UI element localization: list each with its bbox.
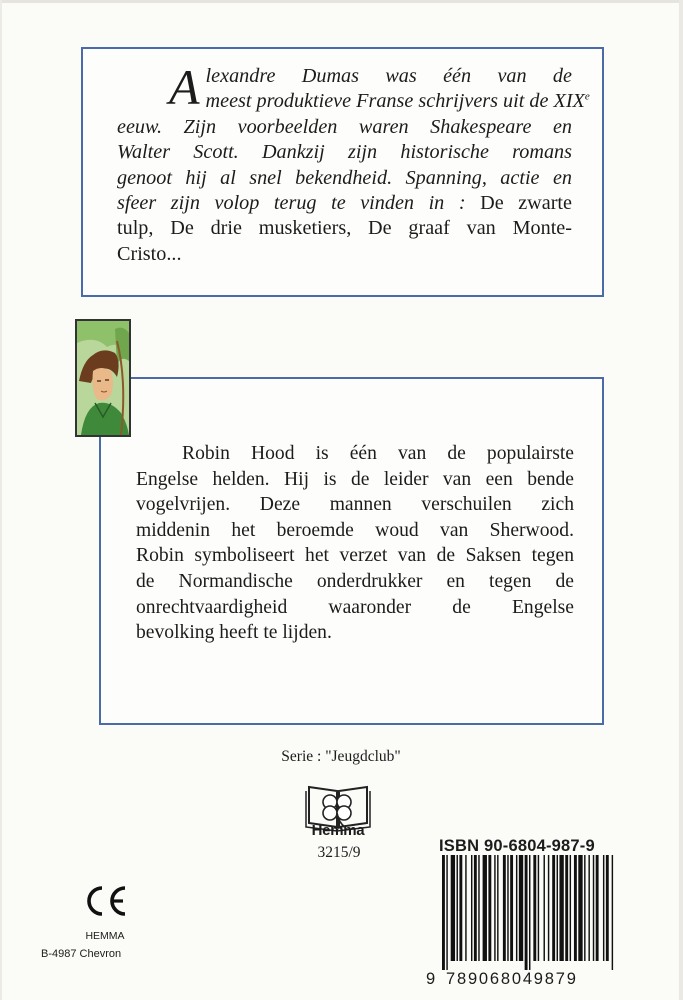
barcode-bar bbox=[588, 855, 589, 961]
author-line-5: genoot hij al snel bekendheid. Spanning, actie en bbox=[117, 166, 572, 189]
story-blurb-text bbox=[136, 441, 574, 646]
barcode-bar bbox=[459, 855, 462, 961]
story-line-4: middenin het beroemde woud van Sherwood. bbox=[136, 519, 574, 541]
publisher-logo-text: Hemma bbox=[311, 822, 365, 839]
author-line-2-text: meest produktieve Franse schrijvers uit de XIX bbox=[205, 90, 585, 113]
barcode-bar bbox=[603, 855, 604, 961]
portrait-illustration bbox=[77, 321, 129, 435]
page-edge-left bbox=[0, 0, 2, 1000]
barcode-bar bbox=[557, 855, 558, 961]
barcode-bar bbox=[552, 855, 555, 961]
barcode-number: 789068049879 bbox=[446, 970, 578, 988]
barcode-bar bbox=[507, 855, 508, 961]
catalog-code: 3215/9 bbox=[317, 844, 361, 861]
barcode-bar bbox=[494, 855, 495, 961]
ce-reference: B-4987 Chevron bbox=[41, 948, 122, 960]
barcode-bar bbox=[548, 855, 549, 961]
author-dropcap: A bbox=[169, 59, 200, 115]
barcode-bar bbox=[565, 855, 568, 961]
story-line-2: Engelse helden. Hij is de leider van een bende bbox=[136, 468, 574, 490]
barcode-bar bbox=[483, 855, 487, 961]
author-line-6 bbox=[117, 191, 572, 216]
author-line-6-tail: De zwarte bbox=[480, 192, 572, 215]
series-label: Serie : "Jeugdclub" bbox=[281, 748, 401, 765]
story-line-6: de Normandische onderdrukker en tegen de bbox=[136, 570, 574, 592]
author-line-7: tulp, De drie musketiers, De graaf van Monte- bbox=[117, 217, 572, 240]
barcode-bar bbox=[457, 855, 458, 961]
author-line-4: Walter Scott. Dankzij zijn historische romans bbox=[117, 141, 572, 164]
author-line-8: Cristo... bbox=[117, 242, 182, 265]
barcode-bar bbox=[525, 855, 528, 970]
barcode-bar bbox=[497, 855, 498, 961]
story-blurb-box bbox=[99, 377, 604, 725]
barcode-lead-digit: 9 bbox=[426, 970, 437, 988]
ce-mark-icon bbox=[84, 885, 128, 917]
barcode-bar bbox=[519, 855, 523, 961]
barcode-digits bbox=[426, 970, 666, 989]
barcode-bar bbox=[503, 855, 506, 961]
barcode-bar bbox=[488, 855, 491, 961]
author-superscript: e bbox=[584, 90, 590, 103]
barcode bbox=[436, 855, 662, 970]
barcode-bar bbox=[593, 855, 594, 961]
barcode-bar bbox=[442, 855, 445, 970]
barcode-bar bbox=[538, 855, 539, 961]
barcode-bar bbox=[465, 855, 466, 961]
barcode-bar bbox=[474, 855, 477, 961]
barcode-bar bbox=[596, 855, 599, 961]
isbn-number: ISBN 90-6804-987-9 bbox=[439, 837, 595, 855]
barcode-bar bbox=[559, 855, 563, 961]
barcode-bar bbox=[612, 855, 613, 970]
author-line-3: eeuw. Zijn voorbeelden waren Shakespeare en bbox=[117, 115, 572, 138]
page-edge-right bbox=[679, 0, 683, 1000]
story-line-7: onrechtvaardigheid waaronder de Engelse bbox=[136, 596, 574, 618]
barcode-bar bbox=[578, 855, 582, 961]
barcode-bar bbox=[544, 855, 545, 961]
barcode-bar bbox=[451, 855, 455, 961]
barcode-bar bbox=[446, 855, 447, 970]
barcode-bar bbox=[606, 855, 609, 961]
story-line-5: Robin symboliseert het verzet van de Saksen tegen bbox=[136, 545, 574, 567]
barcode-bar bbox=[471, 855, 472, 961]
barcode-bar bbox=[510, 855, 513, 961]
barcode-bar bbox=[584, 855, 585, 961]
author-line-1: lexandre Dumas was één van de bbox=[205, 65, 572, 87]
barcode-bar bbox=[478, 855, 479, 961]
barcode-bar bbox=[516, 855, 517, 961]
barcode-bar bbox=[574, 855, 577, 961]
ce-brand: HEMMA bbox=[85, 930, 125, 942]
barcode-bar bbox=[570, 855, 571, 961]
story-line-3: vogelvrijen. Deze mannen verschuilen zich bbox=[136, 494, 574, 516]
author-blurb-text bbox=[117, 59, 590, 267]
robin-hood-portrait bbox=[75, 319, 131, 437]
author-blurb-box bbox=[81, 47, 604, 297]
story-line-8: bevolking heeft te lijden. bbox=[136, 622, 332, 644]
author-line-6-text: sfeer zijn volop terug te vinden in : bbox=[117, 192, 466, 215]
page-edge-top bbox=[0, 0, 683, 3]
story-line-1: Robin Hood is één van de populairste bbox=[182, 443, 574, 464]
barcode-bar bbox=[529, 855, 530, 970]
barcode-bar bbox=[533, 855, 536, 961]
